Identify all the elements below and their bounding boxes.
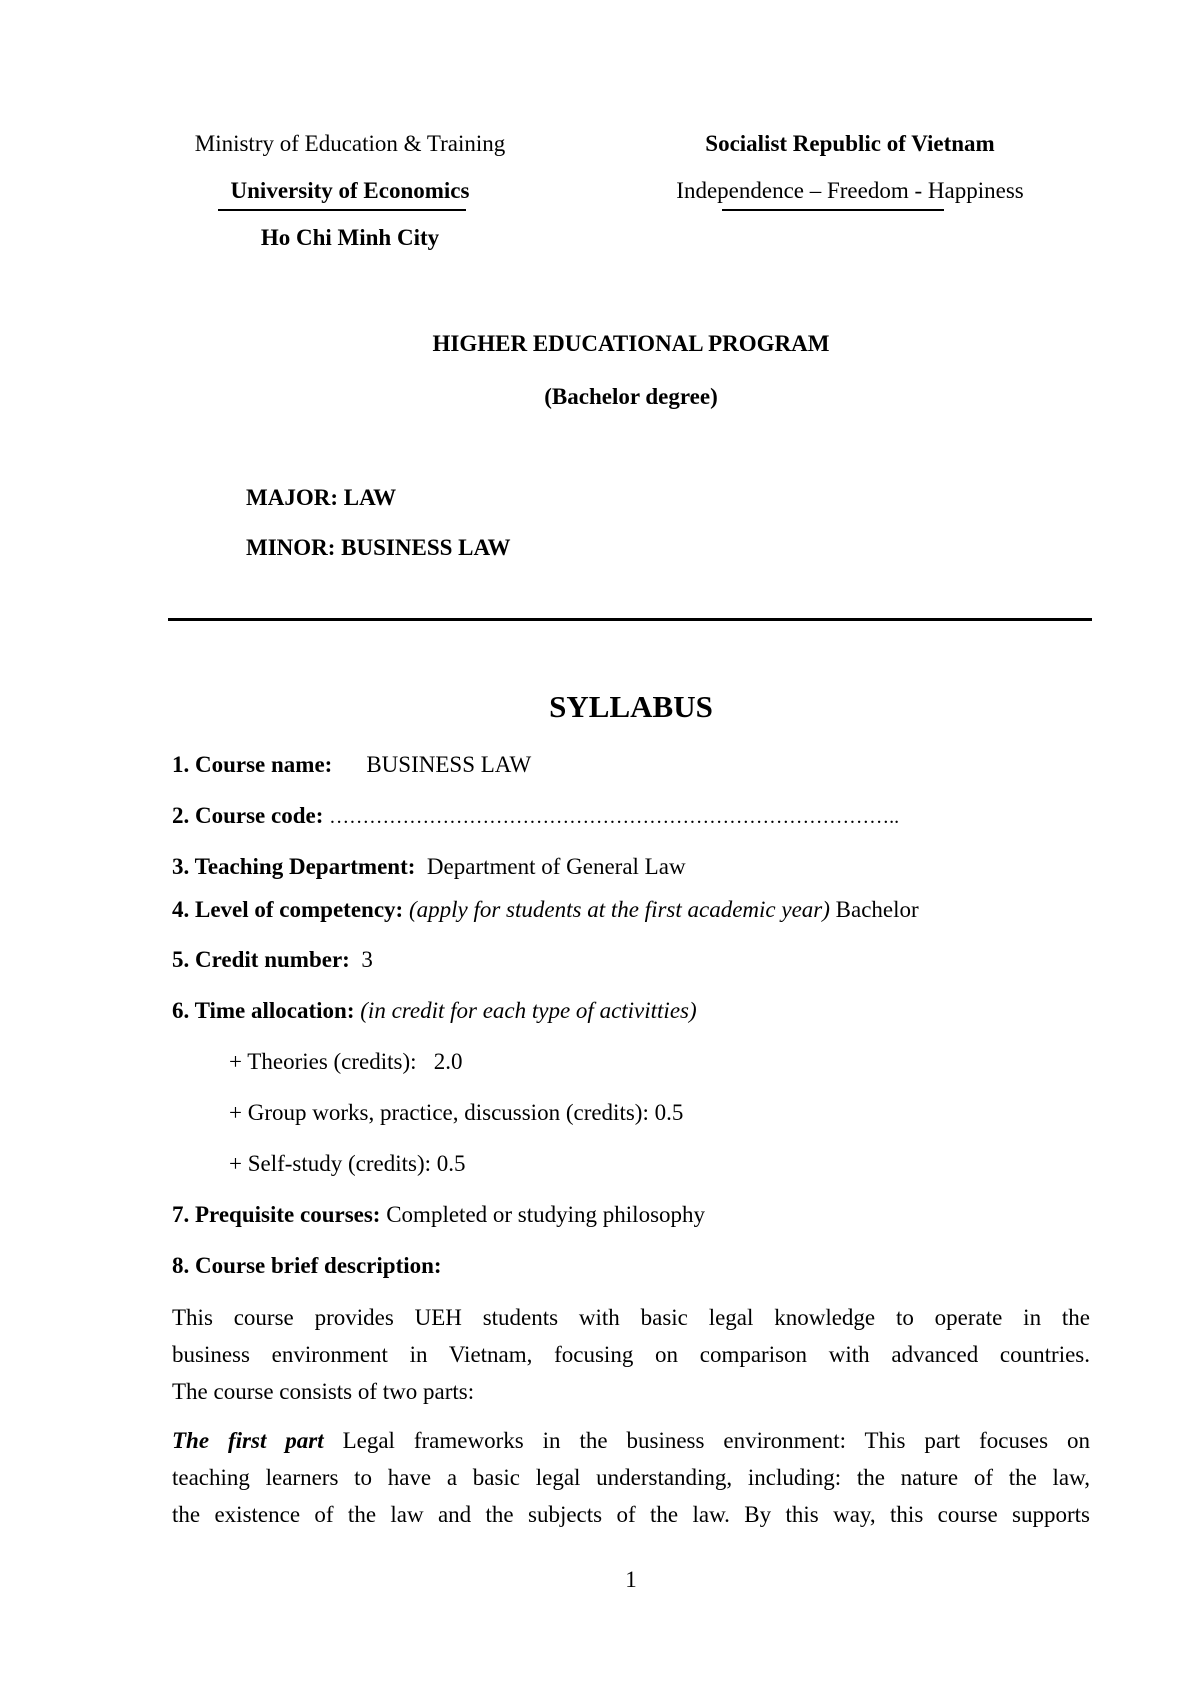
time-group-works: + Group works, practice, discussion (credits): 0.5 <box>229 1100 684 1125</box>
credit-row <box>172 946 373 974</box>
course-code-placeholder: ………………………………………………………………………….. <box>329 806 900 828</box>
university-underline <box>218 209 466 211</box>
course-name-value: BUSINESS LAW <box>366 752 532 777</box>
prerequisite-label: 7. Prequisite courses: <box>172 1202 381 1227</box>
description-line: This course provides UEH students with basic legal knowledge to operate in the <box>172 1305 1090 1330</box>
time-allocation-label: 6. Time allocation: <box>172 998 355 1023</box>
time-allocation-row <box>172 997 697 1025</box>
description-line: business environment in Vietnam, focusing on comparison with advanced countries. <box>172 1342 1090 1367</box>
prerequisite-value: Completed or studying philosophy <box>386 1202 706 1227</box>
time-self-study: + Self-study (credits): 0.5 <box>229 1151 466 1176</box>
description-line-first <box>172 1422 1090 1459</box>
description-paragraph-2 <box>172 1422 1090 1533</box>
course-name-label: 1. Course name: <box>172 752 333 777</box>
section-divider <box>168 618 1092 621</box>
national-motto: Independence – Freedom - Happiness <box>676 178 1024 203</box>
description-line: the existence of the law and the subjects of the law. By this way, this course supports <box>172 1502 1090 1527</box>
description-paragraph-1 <box>172 1299 1090 1410</box>
university-name: University of Economics <box>230 178 470 203</box>
program-minor: MINOR: BUSINESS LAW <box>246 535 511 560</box>
page-number: 1 <box>625 1567 637 1592</box>
department-label: 3. Teaching Department: <box>172 854 416 879</box>
motto-underline <box>722 209 944 211</box>
description-line: teaching learners to have a basic legal understanding, including: the nature of the law, <box>172 1465 1090 1490</box>
competency-label: 4. Level of competency: <box>172 897 404 922</box>
competency-value: Bachelor <box>835 897 919 922</box>
country-name: Socialist Republic of Vietnam <box>705 131 995 156</box>
syllabus-title: SYLLABUS <box>549 689 713 724</box>
credit-label: 5. Credit number: <box>172 947 350 972</box>
course-code-label: 2. Course code: <box>172 803 324 828</box>
program-degree: (Bachelor degree) <box>544 384 718 409</box>
department-value: Department of General Law <box>426 854 686 879</box>
prerequisite-row <box>172 1201 705 1229</box>
ministry-name: Ministry of Education & Training <box>194 131 506 156</box>
course-code-row <box>172 802 899 830</box>
description-label: 8. Course brief description: <box>172 1253 442 1278</box>
time-allocation-note: (in credit for each type of activitties) <box>360 998 697 1023</box>
course-name-row <box>172 751 531 779</box>
time-theories: + Theories (credits): 2.0 <box>229 1049 463 1074</box>
credit-value: 3 <box>361 947 373 972</box>
city-name: Ho Chi Minh City <box>260 225 440 250</box>
description-line-text: Legal frameworks in the business environment: This part focuses on <box>342 1428 1090 1453</box>
competency-note: (apply for students at the first academic year) <box>408 897 830 922</box>
department-row <box>172 853 686 881</box>
description-line: The course consists of two parts: <box>172 1379 475 1404</box>
program-major: MAJOR: LAW <box>246 485 397 510</box>
competency-row <box>172 896 919 924</box>
program-title: HIGHER EDUCATIONAL PROGRAM <box>432 331 830 356</box>
first-part-lead: The first part <box>172 1428 324 1453</box>
